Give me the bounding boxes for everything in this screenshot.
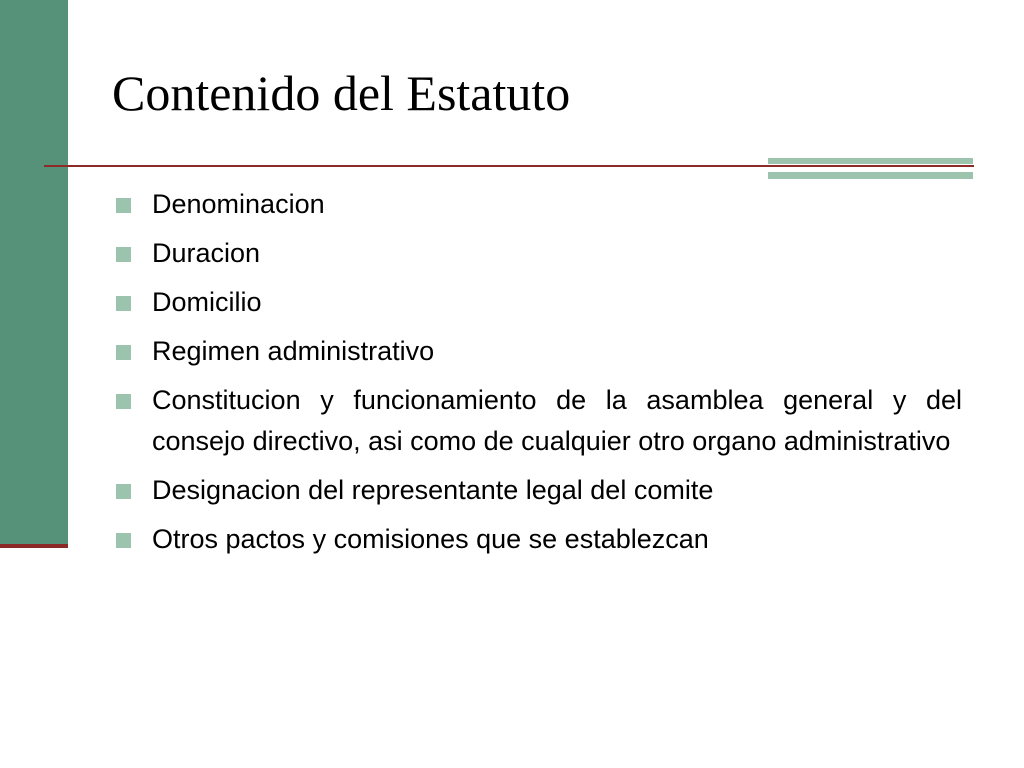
side-bar-decoration bbox=[0, 0, 68, 546]
list-item-text: Otros pactos y comisiones que se establezcan bbox=[152, 524, 709, 554]
list-item bbox=[114, 519, 962, 560]
list-item-text: Duracion bbox=[152, 238, 261, 268]
list-item bbox=[114, 470, 962, 511]
slide-title: Contenido del Estatuto bbox=[112, 65, 571, 121]
list-item-text: Designacion del representante legal del comite bbox=[152, 475, 714, 505]
square-bullet-icon bbox=[116, 533, 131, 548]
side-bar-underline bbox=[0, 544, 68, 548]
square-bullet-icon bbox=[116, 394, 131, 409]
list-item bbox=[114, 331, 962, 372]
bullet-list bbox=[114, 184, 962, 568]
list-item-text: Constitucion y funcionamiento de la asamblea general y del consejo directivo, asi como de cualquier otro organo administrativo bbox=[152, 385, 962, 456]
accent-stripe-top bbox=[768, 158, 973, 164]
list-item-text: Domicilio bbox=[152, 287, 262, 317]
list-item bbox=[114, 282, 962, 323]
list-item-text: Denominacion bbox=[152, 189, 325, 219]
list-item bbox=[114, 380, 962, 462]
square-bullet-icon bbox=[116, 484, 131, 499]
list-item bbox=[114, 233, 962, 274]
square-bullet-icon bbox=[116, 198, 131, 213]
square-bullet-icon bbox=[116, 296, 131, 311]
square-bullet-icon bbox=[116, 247, 131, 262]
accent-stripe-bottom bbox=[768, 172, 973, 179]
square-bullet-icon bbox=[116, 345, 131, 360]
accent-block bbox=[768, 158, 973, 180]
list-item-text: Regimen administrativo bbox=[152, 336, 435, 366]
list-item bbox=[114, 184, 962, 225]
